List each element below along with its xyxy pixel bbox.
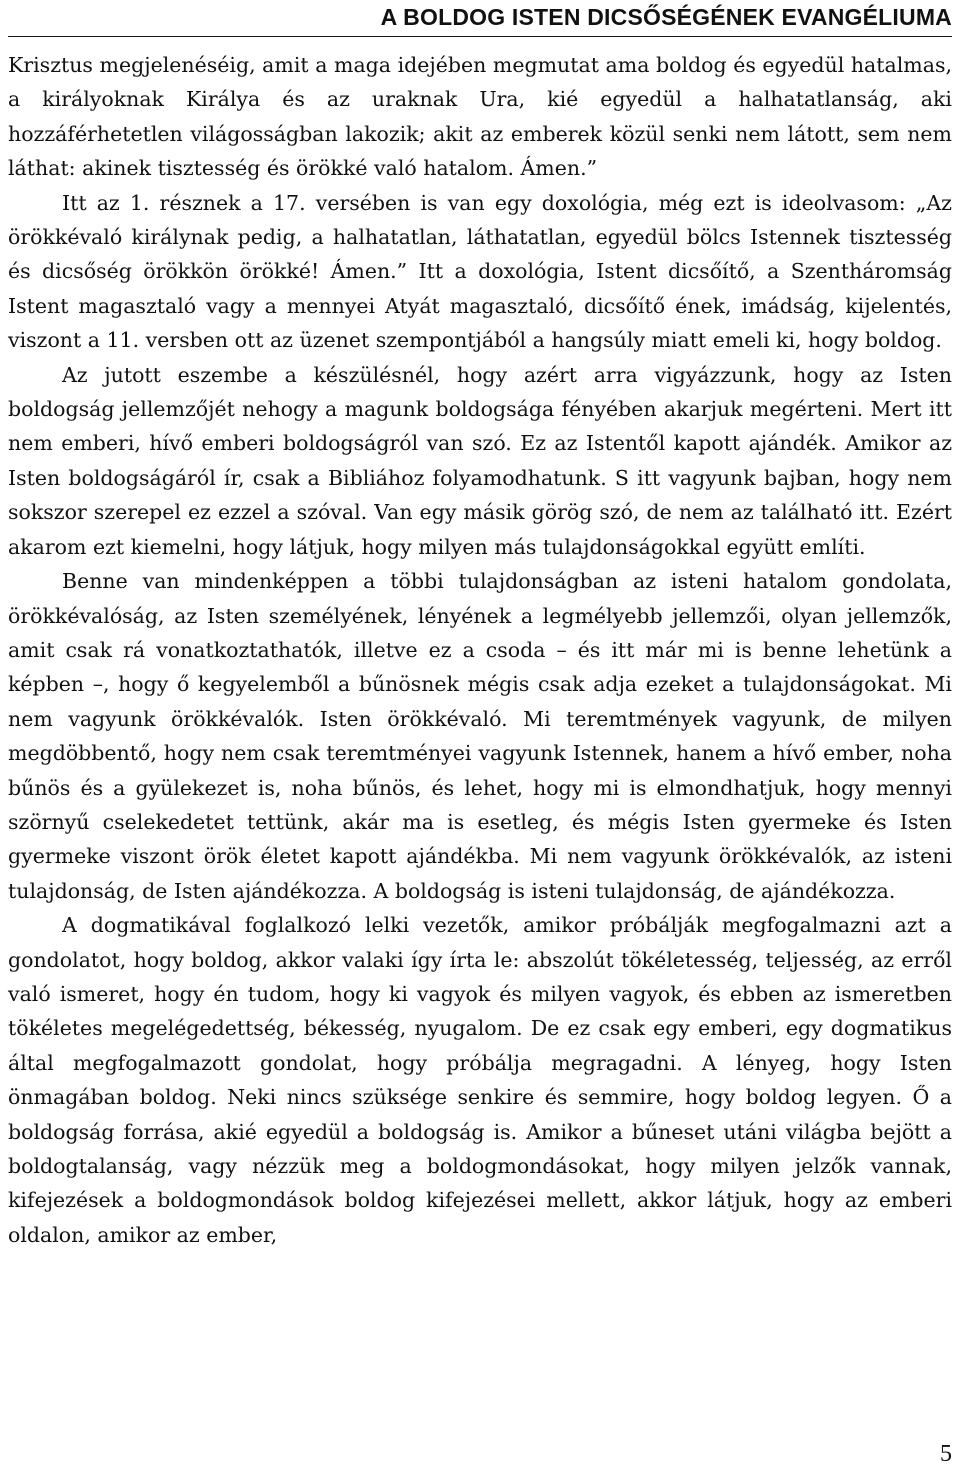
paragraph-2: Itt az 1. résznek a 17. versében is van egy doxológia, még ezt is ideolvasom: „Az örökkévaló királynak pedig, a halhatatlan, láthatatlan, egyedül bölcs Istennek tisztesség és dicsőség örökkön örökké! Ámen.” Itt a doxológia, Istent dicsőítő, a Szentháromság Istent magasztaló vagy a mennyei Atyát magasztaló, dicsőítő ének, imádság, kijelentés, viszont a 11. versben ott az üzenet szempontjából a hangsúly miatt emeli ki, hogy boldog. <box>8 190 952 353</box>
paragraph-4: Benne van mindenképpen a többi tulajdonságban az isteni hatalom gondolata, örökkévalóság, az Isten személyének, lényének a legmélyebb jellemzői, olyan jellemzők, amit csak rá vonatkoztathatók, illetve ez a csoda – és itt már mi is benne lehetünk a képben –, hogy ő kegyelemből a bűnösnek mégis csak adja ezeket a tulajdonságokat. Mi nem vagyunk örökkévalók. Isten örökkévaló. Mi teremtmények vagyunk, de milyen megdöbbentő, hogy nem csak teremtményei vagyunk Istennek, hanem a hívő ember, noha bűnös és a gyülekezet is, noha bűnös, és lehet, hogy mi is elmondhatjuk, hogy mennyi szörnyű cselekedetet tettünk, akár ma is esetleg, és mégis Isten gyermeke és Isten gyermeke viszont örök életet kapott ajándékba. Mi nem vagyunk örökkévalók, az isteni tulajdonság, de Isten ajándékozza. A boldogság is isteni tulajdonság, de ajándékozza. <box>8 569 952 903</box>
paragraph-5: A dogmatikával foglalkozó lelki vezetők, amikor próbálják megfogalmazni azt a gondolatot, hogy boldog, akkor valaki így írta le: abszolút tökéletesség, teljesség, az erről való ismeret, hogy én tudom, hogy ki vagyok és milyen vagyok, és ebben az ismeretben tökéletes megelégedettség, békesség, nyugalom. De ez csak egy emberi, egy dogmatikus által megfogalmazott gondolat, hogy próbálja megragadni. A lényeg, hogy Isten önmagában boldog. Neki nincs szüksége senkire és semmire, hogy boldog legyen. Ő a boldogság forrása, akié egyedül a boldogság is. Amikor a bűneset utáni világba bejött a boldogtalanság, vagy nézzük meg a boldogmondásokat, hogy milyen jelzők vannak, kifejezések a boldogmondások boldog kifejezései mellett, akkor látjuk, hogy az emberi oldalon, amikor az ember, <box>8 913 952 1247</box>
body-text <box>8 48 952 1252</box>
page-number: 5 <box>940 1441 952 1467</box>
paragraph-1: Krisztus megjelenéséig, amit a maga idejében megmutat ama boldog és egyedül hatalmas, a királyoknak Királya és az uraknak Ura, kié egyedül a halhatatlanság, aki hozzáférhetetlen világosságban lakozik; akit az emberek közül senki nem látott, sem nem láthat: akinek tisztesség és örökké való hatalom. Ámen.” <box>8 53 952 181</box>
paragraph-3: Az jutott eszembe a készülésnél, hogy azért arra vigyázzunk, hogy az Isten boldogság jellemzőjét nehogy a magunk boldogsága fényében akarjuk megérteni. Mert itt nem emberi, hívő emberi boldogságról van szó. Ez az Istentől kapott ajándék. Amikor az Isten boldogságáról ír, csak a Bibliához folyamodhatunk. S itt vagyunk bajban, hogy nem sokszor szerepel ez ezzel a szóval. Van egy másik görög szó, de nem az található itt. Ezért akarom ezt kiemelni, hogy látjuk, hogy milyen más tulajdonságokkal együtt említi. <box>8 362 952 559</box>
header-rule <box>8 36 952 37</box>
running-header-title: A BOLDOG ISTEN DICSŐSÉGÉNEK EVANGÉLIUMA <box>380 4 952 30</box>
document-page <box>8 0 952 1472</box>
